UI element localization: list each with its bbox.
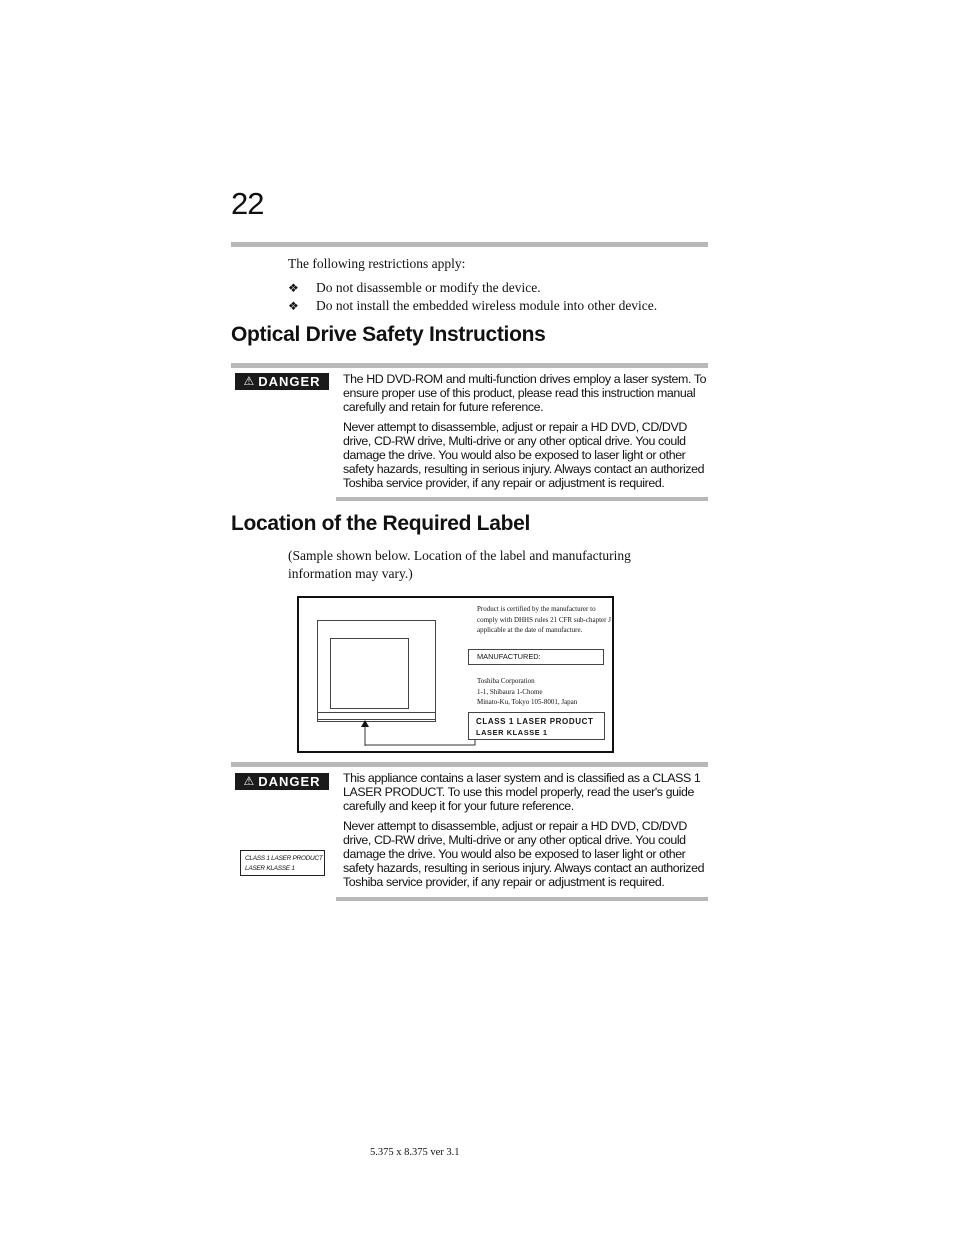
section-rule xyxy=(231,762,708,767)
manufactured-field xyxy=(468,649,604,665)
laser-class-label xyxy=(468,712,605,740)
danger-label: DANGER xyxy=(258,774,321,789)
laser-class-line: LASER KLASSE 1 xyxy=(476,728,548,737)
certification-text: Product is certified by the manufacturer to comply with DHHS rules 21 CFR sub-chapter J applicable at the date of manufacture. xyxy=(477,605,611,635)
intro-text: The following restrictions apply: xyxy=(288,256,466,271)
danger-paragraph: Never attempt to disassemble, adjust or repair a HD DVD, CD/DVD drive, CD-RW drive, Multi-drive or any other optical drive. You could damage the drive. You would also be exposed to laser light or other safety hazards, resulting in serious injury. Always contact an authorized Toshiba service provider, if any repair or adjustment is required. xyxy=(343,819,705,889)
warning-triangle-icon: ⚠ xyxy=(243,374,255,388)
section-heading-optical: Optical Drive Safety Instructions xyxy=(231,323,546,346)
bullet-text: Do not disassemble or modify the device. xyxy=(316,280,541,295)
danger-badge xyxy=(235,773,329,790)
small-label-line: LASER KLASSE 1 xyxy=(245,864,295,872)
section-rule xyxy=(231,363,708,368)
manufacturer-address xyxy=(477,676,612,708)
bullet-icon: ❖ xyxy=(288,299,299,313)
page-number: 22 xyxy=(231,186,264,221)
address-line: 1-1, Shibaura 1-Chome xyxy=(477,687,543,696)
danger-end-rule xyxy=(336,897,708,901)
list-item xyxy=(288,297,657,315)
list-item xyxy=(288,279,541,297)
manufactured-label: MANUFACTURED: xyxy=(477,652,541,661)
footer-version: 5.375 x 8.375 ver 3.1 xyxy=(370,1147,460,1158)
small-label-line: CLASS 1 LASER PRODUCT xyxy=(245,855,323,862)
danger-message xyxy=(343,771,709,895)
bullet-text: Do not install the embedded wireless module into other device. xyxy=(316,298,658,313)
address-line: Minato-Ku, Tokyo 105-8001, Japan xyxy=(477,698,578,707)
address-line: Toshiba Corporation xyxy=(477,677,535,685)
danger-label: DANGER xyxy=(258,374,321,389)
danger-paragraph: Never attempt to disassemble, adjust or repair a HD DVD, CD/DVD drive, CD-RW drive, Multi-drive or any other optical drive. You could damage the drive. You would also be exposed to laser light or other safety hazards, resulting in serious injury. Always contact an authorized Toshiba service provider, if any repair or adjustment is required. xyxy=(343,420,705,490)
danger-end-rule xyxy=(336,497,708,501)
warning-triangle-icon: ⚠ xyxy=(243,774,255,788)
header-rule xyxy=(231,242,708,247)
figure-caption: (Sample shown below. Location of the label and manufacturing information may vary.) xyxy=(288,548,631,581)
section-heading-label: Location of the Required Label xyxy=(231,512,531,535)
bullet-icon: ❖ xyxy=(288,281,299,295)
danger-badge xyxy=(235,373,329,390)
drive-tray xyxy=(330,638,409,709)
laser-class-line: CLASS 1 LASER PRODUCT xyxy=(476,717,594,726)
danger-message xyxy=(343,372,709,496)
danger-paragraph: The HD DVD-ROM and multi-function drives employ a laser system. To ensure proper use of this product, please read this instruction manual carefully and retain for future reference. xyxy=(343,372,707,414)
small-laser-class-label xyxy=(240,850,325,876)
danger-paragraph: This appliance contains a laser system and is classified as a CLASS 1 LASER PRODUCT. To use this model properly, read the user's guide carefully and keep it for your future reference. xyxy=(343,771,701,813)
